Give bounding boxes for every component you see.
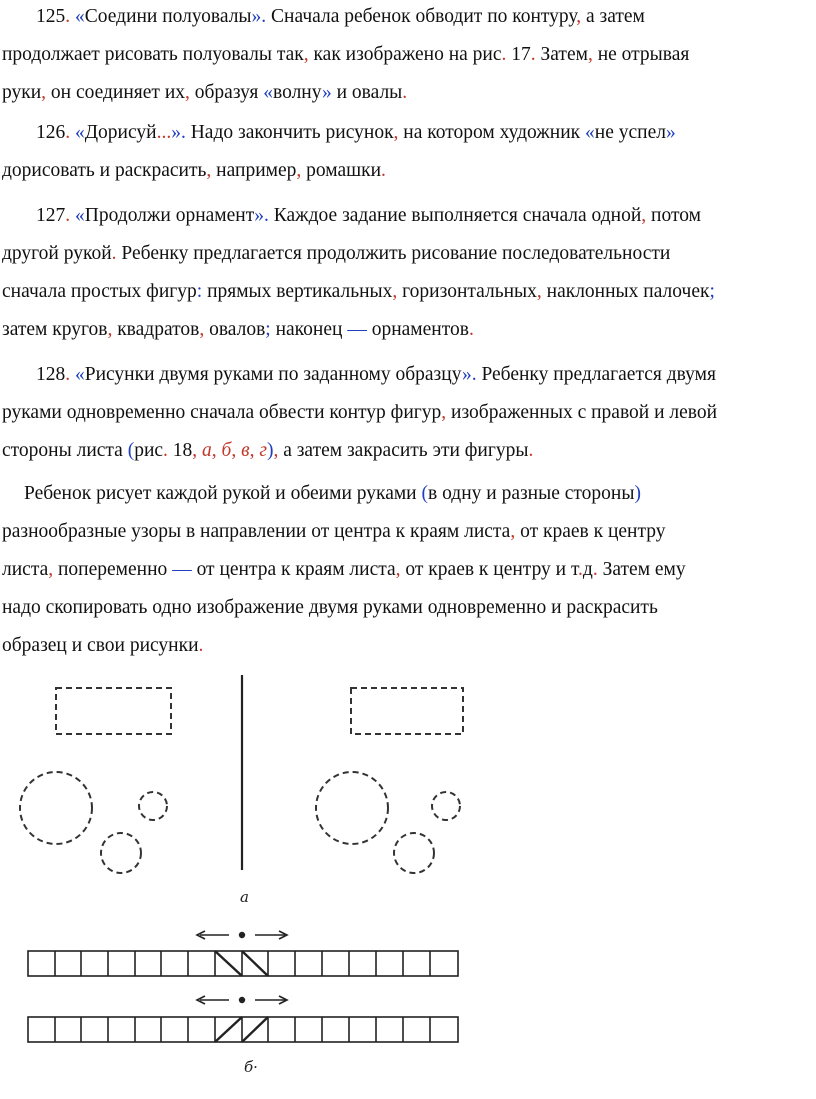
dashed-circle-medium-right	[394, 833, 434, 873]
center-dot-icon	[240, 933, 245, 938]
p127-line-3: сначала простых фигур: прямых вертикальных, горизонтальных, наклонных палочек;	[2, 281, 715, 302]
p126-line-2: дорисовать и раскрасить, например, ромашки.	[2, 160, 386, 181]
p127-line-4: затем кругов, квадратов, овалов; наконец — орнаментов.	[2, 319, 474, 340]
p127-line-1: 127. «Продолжи орнамент». Каждое задание выполняется сначала одной, потом	[36, 205, 701, 226]
diagonal-stroke-2	[242, 951, 268, 976]
dashed-circle-small-left	[139, 792, 167, 820]
p128-line-2: руками одновременно сначала обвести контур фигур, изображенных с правой и левой	[2, 402, 718, 423]
center-dot-icon-2	[240, 998, 245, 1003]
dashed-rectangle-right	[351, 688, 463, 734]
pattern-strip-1	[28, 931, 458, 976]
p127-line-2: другой рукой. Ребенку предлагается продолжить рисование последовательности	[2, 243, 671, 264]
strip-outline-2	[28, 1017, 458, 1042]
p125-line-2: продолжает рисовать полуовалы так, как изображено на рис. 17. Затем, не отрывая	[2, 44, 690, 65]
p129-line-2: разнообразные узоры в направлении от центра к краям листа, от краев к центру	[2, 521, 666, 542]
diagonal-stroke-4	[242, 1017, 268, 1042]
pattern-strip-2	[28, 996, 458, 1042]
p129-line-1: Ребенок рисует каждой рукой и обеими руками (в одну и разные стороны)	[24, 483, 641, 504]
dashed-circle-medium-left	[101, 833, 141, 873]
caption-a: а	[240, 888, 249, 906]
dashed-rectangle-left	[56, 688, 171, 734]
strip-outline	[28, 951, 458, 976]
dashed-circle-large-left	[20, 772, 92, 844]
diagonal-stroke-3	[215, 1017, 242, 1042]
p126-line-1: 126. «Дорисуй...». Надо закончить рисунок, на котором художник «не успел»	[36, 122, 676, 143]
p129-line-5: образец и свои рисунки.	[2, 635, 204, 656]
caption-b: б·	[244, 1058, 258, 1076]
strip-cells	[55, 951, 430, 976]
p125-line-3: руки, он соединяет их, образуя «волну» и овалы.	[2, 82, 408, 103]
strip-cells-2	[55, 1017, 430, 1042]
p128-line-3: стороны листа (рис. 18, а, б, в, г), а затем закрасить эти фигуры.	[2, 440, 534, 461]
p125-line-1: 125. «Соедини полуовалы». Сначала ребенок обводит по контуру, а затем	[36, 6, 645, 27]
p128-line-1: 128. «Рисунки двумя руками по заданному образцу». Ребенку предлагается двумя	[36, 364, 716, 385]
dashed-circle-large-right	[316, 772, 388, 844]
dashed-circle-small-right	[432, 792, 460, 820]
p129-line-3: листа, попеременно — от центра к краям листа, от краев к центру и т.д. Затем ему	[2, 559, 686, 580]
p129-line-4: надо скопировать одно изображение двумя руками одновременно и раскрасить	[2, 597, 658, 618]
diagonal-stroke-1	[215, 951, 242, 976]
